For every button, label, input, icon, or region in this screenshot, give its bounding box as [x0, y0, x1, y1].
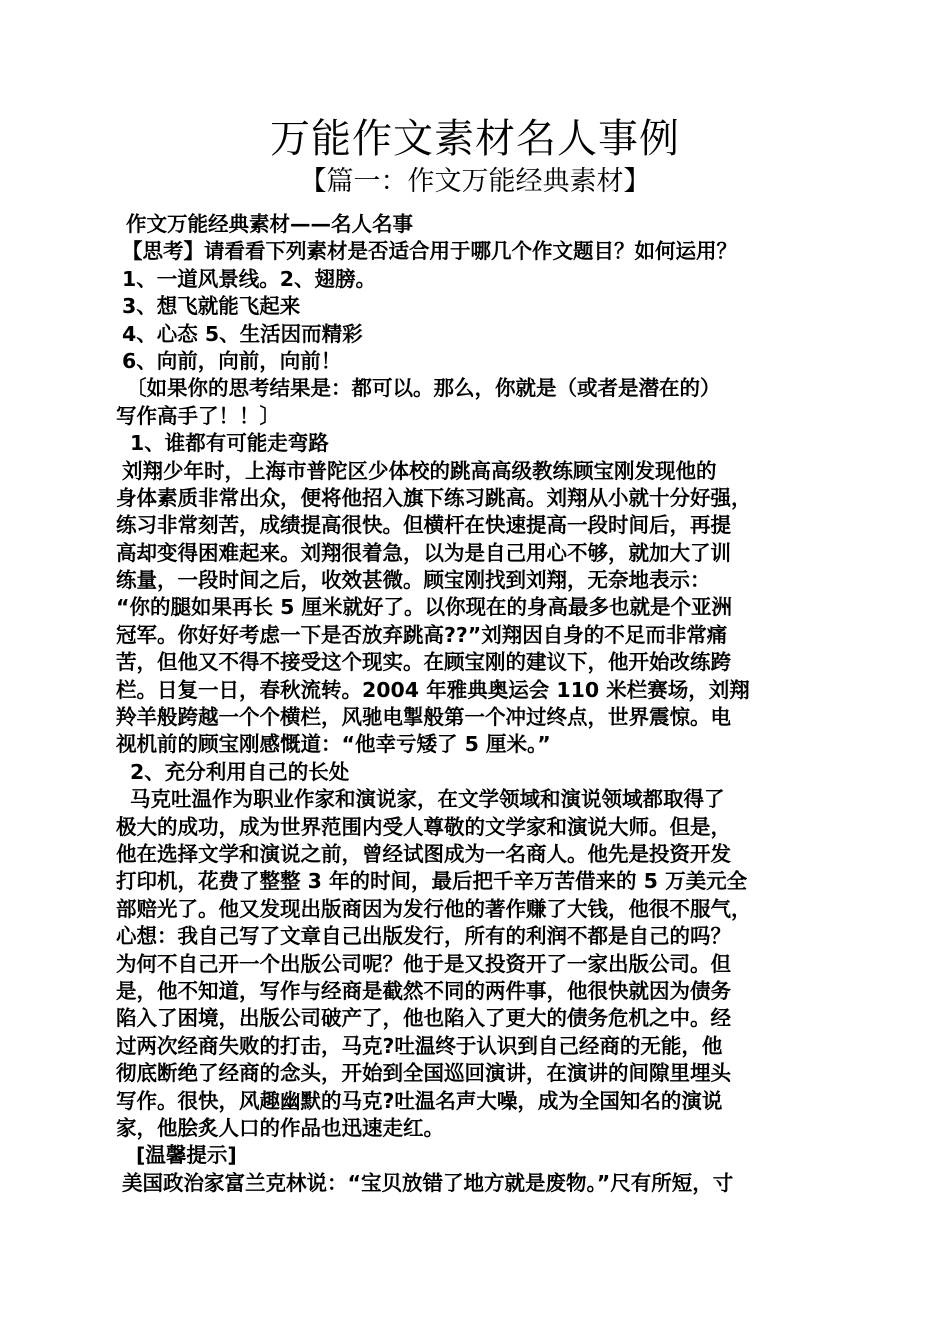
list-item: 1、一道风景线。2、翅膀。	[122, 266, 377, 291]
paragraph-line: 刘翔少年时，上海市普陀区少体校的跳高高级教练顾宝刚发现他的	[122, 458, 717, 483]
paragraph-line: 【思考】请看看下列素材是否适合用于哪几个作文题目？如何运用？	[122, 239, 737, 264]
paragraph-line: 羚羊般跨越一个个横栏，风驰电掣般第一个冲过终点，世界震惊。电	[116, 705, 731, 730]
section-heading: 1、谁都有可能走弯路	[130, 431, 329, 456]
paragraph-line: “你的腿如果再长 5 厘米就好了。以你现在的身高最多也就是个亚洲	[116, 595, 733, 620]
tip-heading: [温馨提示]	[136, 1143, 237, 1168]
paragraph-line: 打印机，花费了整整 3 年的时间，最后把千辛万苦借来的 5 万美元全	[116, 869, 748, 894]
document-title: 万能作文素材名人事例	[270, 116, 680, 162]
paragraph-line: 是，他不知道，写作与经商是截然不同的两件事，他很快就因为债务	[116, 978, 731, 1003]
paragraph-line: 马克吐温作为职业作家和演说家，在文学领域和演说领域都取得了	[130, 787, 725, 812]
paragraph-line: 身体素质非常出众，便将他招入旗下练习跳高。刘翔从小就十分好强，	[116, 485, 752, 510]
paragraph-line: 美国政治家富兰克林说：“宝贝放错了地方就是废物。”尺有所短，寸	[122, 1170, 734, 1195]
document-body	[116, 211, 838, 1197]
list-item: 4、心态 5、生活因而精彩	[122, 321, 363, 346]
paragraph-line: 极大的成功，成为世界范围内受人尊敬的文学家和演说大师。但是，	[116, 814, 731, 839]
paragraph-line: 视机前的顾宝刚感慨道：“他幸亏矮了 5 厘米。”	[116, 732, 551, 757]
list-item: 3、想飞就能飞起来	[122, 294, 301, 319]
paragraph-line: 写作。很快，风趣幽默的马克?吐温名声大噪，成为全国知名的演说	[116, 1088, 723, 1113]
paragraph-line: 栏。日复一日，春秋流转。2004 年雅典奥运会 110 米栏赛场，刘翔	[116, 677, 750, 702]
paragraph-line: 部赔光了。他又发现出版商因为发行他的著作赚了大钱，他很不服气，	[116, 896, 752, 921]
paragraph-line: 家，他脍炙人口的作品也迅速走红。	[116, 1115, 444, 1140]
paragraph-line: 苦，但他又不得不接受这个现实。在顾宝刚的建议下，他开始改练跨	[116, 650, 731, 675]
paragraph-line: 陷入了困境，出版公司破产了，他也陷入了更大的债务危机之中。经	[116, 1006, 731, 1031]
section-heading: 2、充分利用自己的长处	[130, 759, 350, 784]
paragraph-line: 练习非常刻苦，成绩提高很快。但横杆在快速提高一段时间后，再提	[116, 513, 731, 538]
paragraph-line: 高却变得困难起来。刘翔很着急，以为是自己用心不够，就加大了训	[116, 540, 731, 565]
paragraph-line: 〔如果你的思考结果是：都可以。那么，你就是（或者是潜在的）	[126, 376, 721, 401]
paragraph-line: 冠军。你好好考虑一下是否放弃跳高??”刘翔因自身的不足而非常痛	[116, 622, 728, 647]
paragraph-line: 彻底断绝了经商的念头，开始到全国巡回演讲，在演讲的间隙里埋头	[116, 1061, 731, 1086]
paragraph-line: 过两次经商失败的打击，马克?吐温终于认识到自己经商的无能，他	[116, 1033, 723, 1058]
document-subtitle: 【篇一：作文万能经典素材】	[299, 166, 651, 197]
paragraph-line: 为何不自己开一个出版公司呢？他于是又投资开了一家出版公司。但	[116, 951, 731, 976]
paragraph-line: 练量，一段时间之后，收效甚微。顾宝刚找到刘翔，无奈地表示：	[116, 568, 711, 593]
paragraph-line: 心想：我自己写了文章自己出版发行，所有的利润不都是自己的吗？	[116, 924, 731, 949]
paragraph-line: 写作高手了！！〕	[116, 403, 280, 428]
paragraph-line: 他在选择文学和演说之前，曾经试图成为一名商人。他先是投资开发	[116, 841, 731, 866]
list-item: 6、向前，向前，向前！	[122, 348, 342, 373]
section-heading: 作文万能经典素材——名人名事	[126, 212, 413, 236]
